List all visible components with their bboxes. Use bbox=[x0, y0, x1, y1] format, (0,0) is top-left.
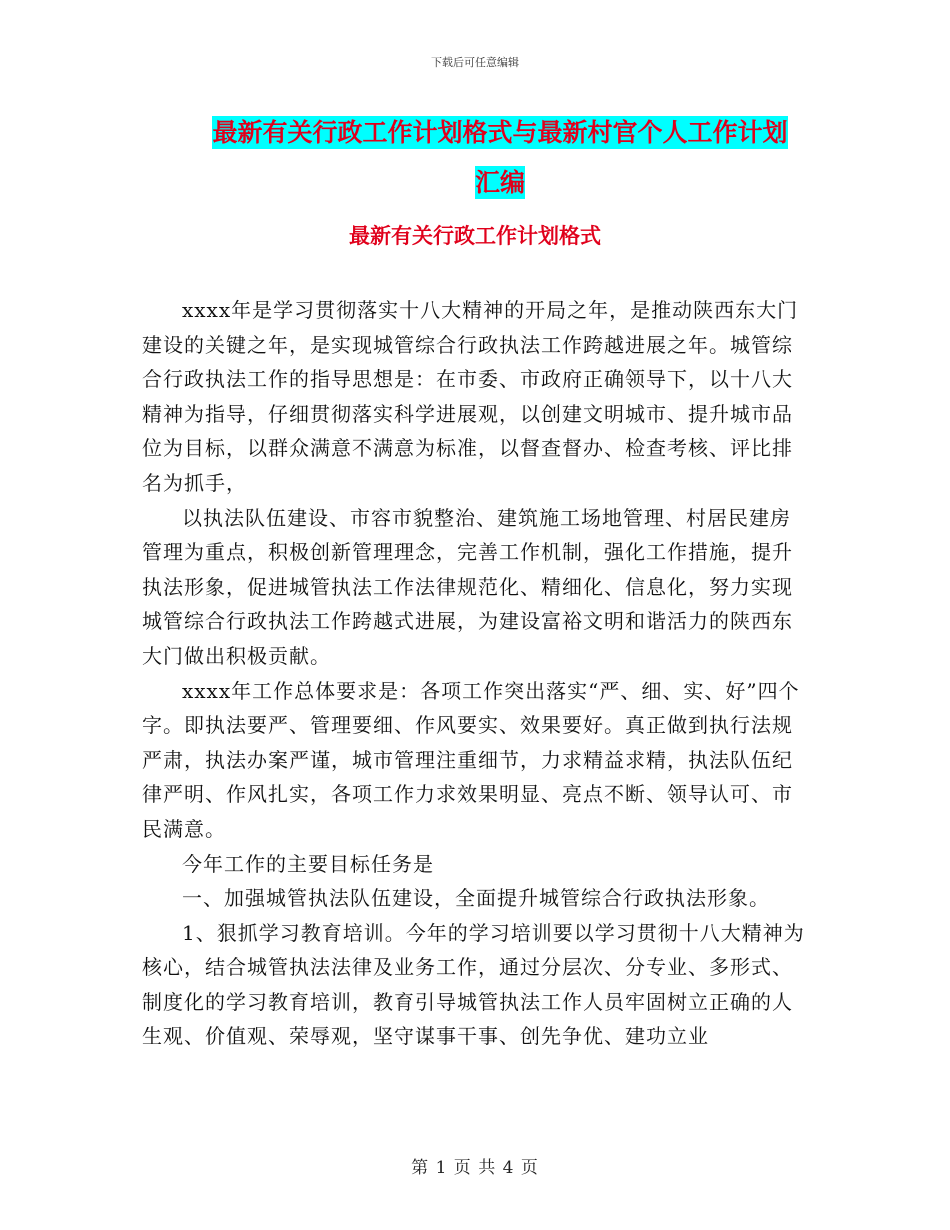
page-number: 第 1 页 共 4 页 bbox=[411, 1158, 539, 1178]
paragraph: xxxx年工作总体要求是：各项工作突出落实“严、细、实、好”四个字。即执法要严、管理要细、作风要实、效果要好。真正做到执行法规严肃，执法办案严谨，城市管理注重细节，力求精益求精，执法队伍纪律严明、作风扎实，各项工作力求效果明显、亮点不断、领导认可、市民满意。 bbox=[142, 678, 800, 841]
document-title bbox=[190, 108, 810, 208]
paragraph: xxxx年是学习贯彻落实十八大精神的开局之年，是推动陕西东大门建设的关键之年，是实现城管综合行政执法工作跨越进展之年。城管综合行政执法工作的指导思想是：在市委、市政府正确领导下，以十八大精神为指导，仔细贯彻落实科学进展观，以创建文明城市、提升城市品位为目标，以群众满意不满意为标准，以督查督办、检查考核、评比排名为抓手， bbox=[142, 298, 799, 495]
header-note: 下载后可任意编辑 bbox=[431, 56, 519, 69]
title-line-1: 最新有关行政工作计划格式与最新村官个人工作计划 bbox=[212, 118, 788, 147]
title-line-2: 汇编 bbox=[474, 168, 525, 197]
section-title: 最新有关行政工作计划格式 bbox=[349, 224, 601, 248]
paragraph: 一、加强城管执法队伍建设，全面提升城管综合行政执法形象。 bbox=[182, 886, 770, 911]
document-body bbox=[142, 293, 807, 1054]
paragraph: 1、狠抓学习教育培训。今年的学习培训要以学习贯彻十八大精神为核心，结合城管执法法律及业务工作，通过分层次、分专业、多形式、制度化的学习教育培训，教育引导城管执法工作人员牢固树立正确的人生观、价值观、荣辱观，坚守谋事干事、创先争优、建功立业 bbox=[142, 920, 805, 1049]
paragraph: 今年工作的主要目标任务是 bbox=[182, 851, 434, 876]
paragraph: 以执法队伍建设、市容市貌整治、建筑施工场地管理、村居民建房管理为重点，积极创新管理理念，完善工作机制，强化工作措施，提升执法形象，促进城管执法工作法律规范化、精细化、信息化，努力实现城管综合行政执法工作跨越式进展，为建设富裕文明和谐活力的陕西东大门做出积极贡献。 bbox=[142, 505, 793, 668]
